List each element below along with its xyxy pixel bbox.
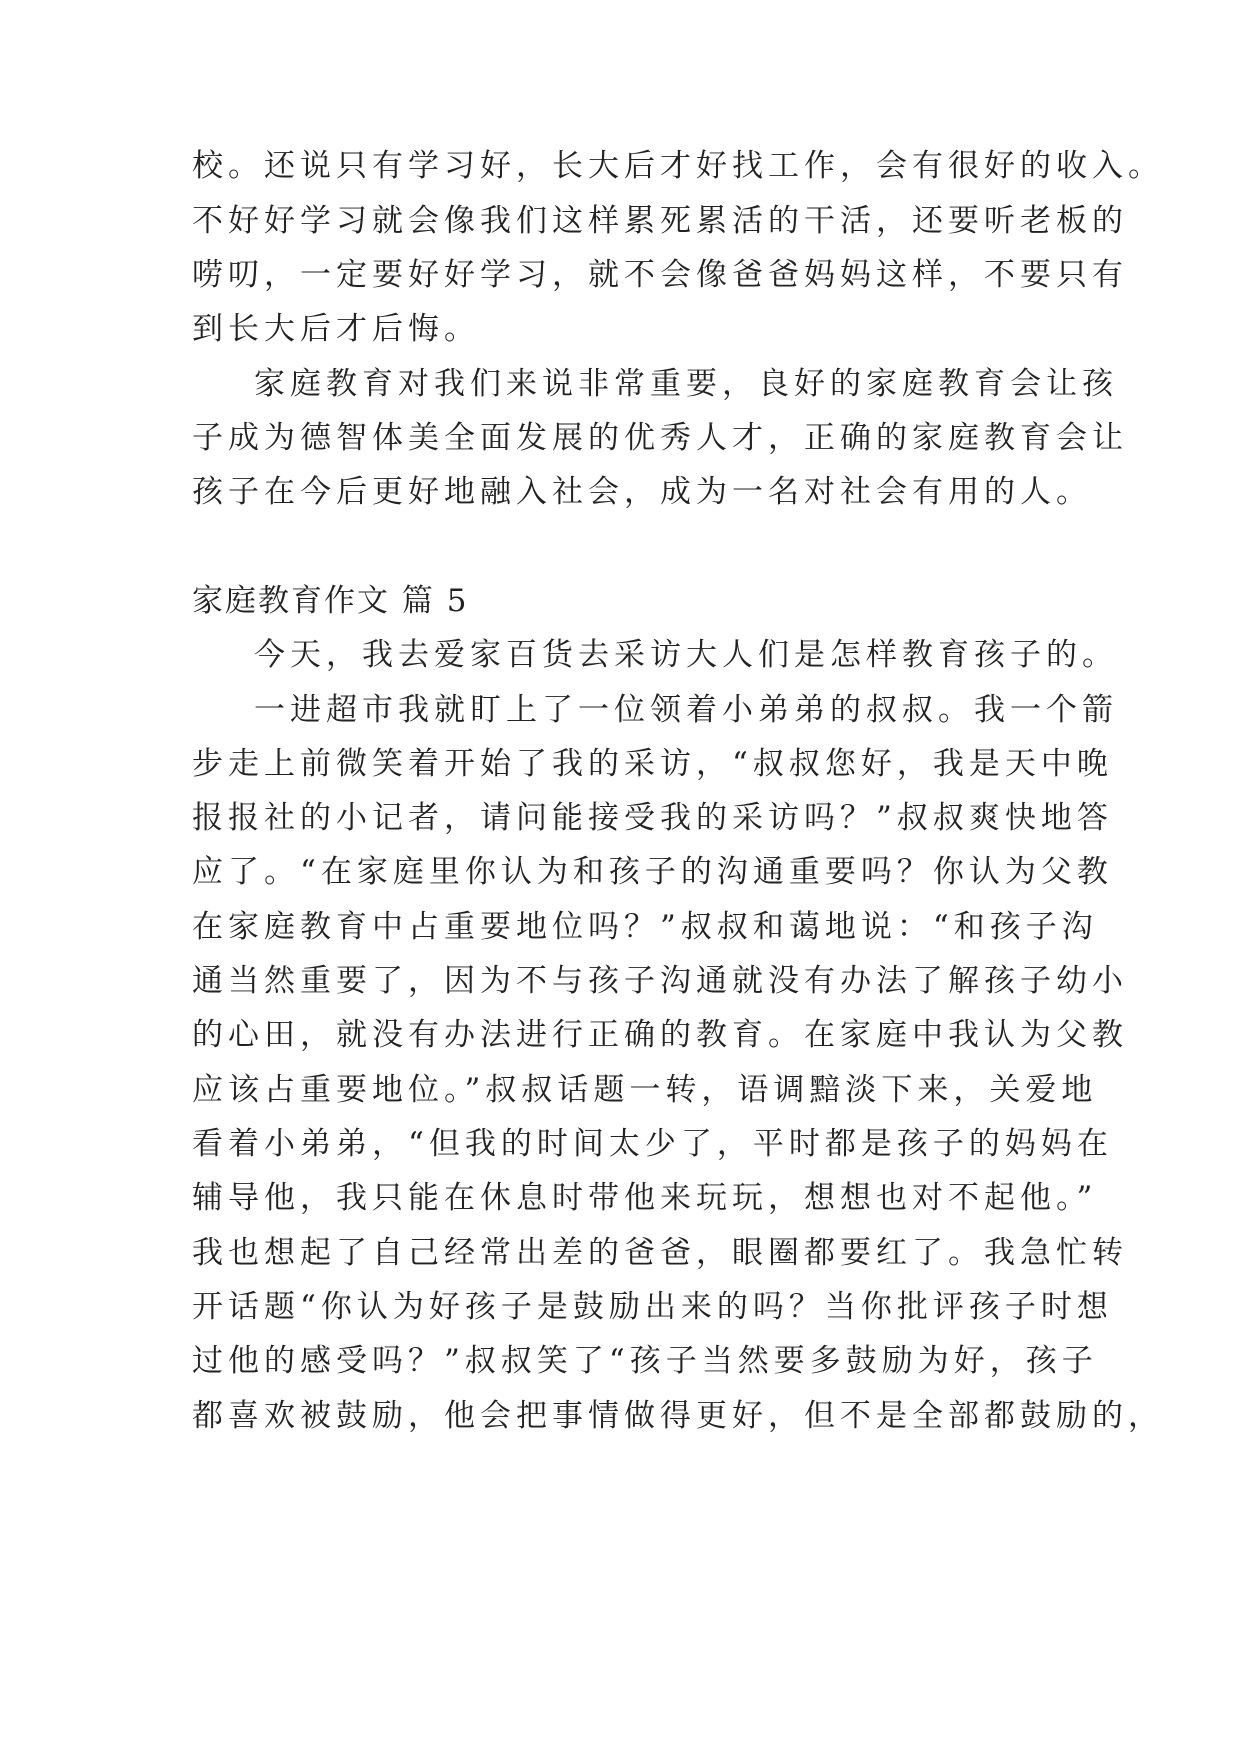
paragraph-4-line-4: 应了。“在家庭里你认为和孩子的沟通重要吗？你认为父教 — [192, 854, 1113, 890]
paragraph-4-line-9: 看着小弟弟，“但我的时间太少了，平时都是孩子的妈妈在 — [192, 1126, 1113, 1162]
section-heading: 家庭教育作文 篇 5 — [192, 583, 469, 619]
paragraph-1-line-2: 不好好学习就会像我们这样累死累活的干活，还要听老板的 — [192, 203, 1128, 239]
paragraph-4-line-12: 开话题“你认为好孩子是鼓励出来的吗？当你批评孩子时想 — [192, 1289, 1113, 1325]
paragraph-4-line-14: 都喜欢被鼓励，他会把事情做得更好，但不是全部都鼓励的， — [192, 1398, 1164, 1434]
paragraph-4-line-6: 通当然重要了，因为不与孩子沟通就没有办法了解孩子幼小 — [192, 963, 1128, 999]
paragraph-2-line-1: 家庭教育对我们来说非常重要，良好的家庭教育会让孩 — [254, 366, 1118, 402]
paragraph-4-line-7: 的心田，就没有办法进行正确的教育。在家庭中我认为父教 — [192, 1017, 1128, 1053]
paragraph-4-line-8: 应该占重要地位。”叔叔话题一转，语调黯淡下来，关爱地 — [192, 1072, 1098, 1108]
paragraph-1-line-4: 到长大后才后悔。 — [192, 311, 480, 347]
paragraph-2-line-3: 孩子在今后更好地融入社会，成为一名对社会有用的人。 — [192, 474, 1092, 510]
paragraph-4-line-13: 过他的感受吗？”叔叔笑了“孩子当然要多鼓励为好，孩子 — [192, 1343, 1098, 1379]
paragraph-2-line-2: 子成为德智体美全面发展的优秀人才，正确的家庭教育会让 — [192, 420, 1128, 456]
paragraph-4-line-10: 辅导他，我只能在休息时带他来玩玩，想想也对不起他。” — [192, 1180, 1098, 1216]
paragraph-1-line-3: 唠叨，一定要好好学习，就不会像爸爸妈妈这样，不要只有 — [192, 257, 1128, 293]
paragraph-4-line-11: 我也想起了自己经常出差的爸爸，眼圈都要红了。我急忙转 — [192, 1235, 1128, 1271]
paragraph-1-line-1: 校。还说只有学习好，长大后才好找工作，会有很好的收入。 — [192, 148, 1164, 184]
paragraph-3-line-1: 今天，我去爱家百货去采访大人们是怎样教育孩子的。 — [254, 637, 1118, 673]
paragraph-4-line-1: 一进超市我就盯上了一位领着小弟弟的叔叔。我一个箭 — [254, 692, 1118, 728]
paragraph-4-line-5: 在家庭教育中占重要地位吗？”叔叔和蔼地说：“和孩子沟 — [192, 909, 1098, 945]
paragraph-4-line-3: 报报社的小记者，请问能接受我的采访吗？”叔叔爽快地答 — [192, 800, 1113, 836]
paragraph-4-line-2: 步走上前微笑着开始了我的采访，“叔叔您好，我是天中晚 — [192, 746, 1113, 782]
